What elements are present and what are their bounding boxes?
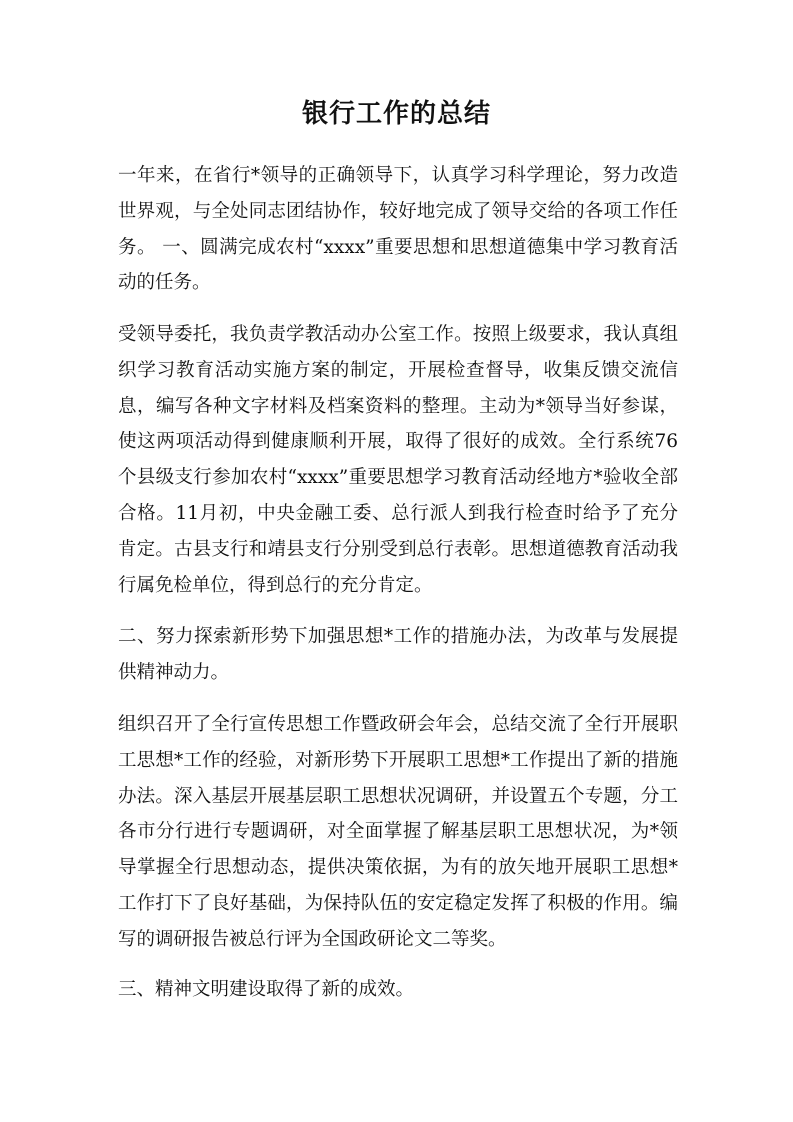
paragraph-section-three-heading: 三、精神文明建设取得了新的成效。: [118, 979, 415, 1000]
paragraph-intro: 一年来，在省行*领导的正确领导下，认真学习科学理论，努力改造世界观，与全处同志团结协作，较好地完成了领导交给的各项工作任务。 一、圆满完成农村“xxxx”重要思想和思想道德集中学习教育活动的任务。: [118, 165, 678, 294]
document-title: 银行工作的总结: [301, 99, 491, 129]
paragraph-study-office: 受领导委托，我负责学教活动办公室工作。按照上级要求，我认真组织学习教育活动实施方案的制定，开展检查督导，收集反馈交流信息，编写各种文字材料及档案资料的整理。主动为*领导当好参谋，使这两项活动得到健康顺利开展，取得了很好的成效。全行系统76个县级支行参加农村“xxxx”重要思想学习教育活动经地方*验收全部合格。11月初，中央金融工委、总行派人到我行检查时给予了充分肯定。古县支行和靖县支行分别受到总行表彰。思想道德教育活动我行属免检单位，得到总行的充分肯定。: [118, 324, 678, 596]
paragraph-section-two-heading: 二、努力探索新形势下加强思想*工作的措施办法，为改革与发展提供精神动力。: [118, 626, 678, 683]
paragraph-research-conference: 组织召开了全行宣传思想工作暨政研会年会，总结交流了全行开展职工思想*工作的经验，对新形势下开展职工思想*工作提出了新的措施办法。深入基层开展基层职工思想状况调研，并设置五个专题，分工各市分行进行专题调研，对全面掌握了解基层职工思想状况，为*领导掌握全行思想动态，提供决策依据，为有的放矢地开展职工思想*工作打下了良好基础，为保持队伍的安定稳定发挥了积极的作用。编写的调研报告被总行评为全国政研论文二等奖。: [118, 714, 678, 950]
